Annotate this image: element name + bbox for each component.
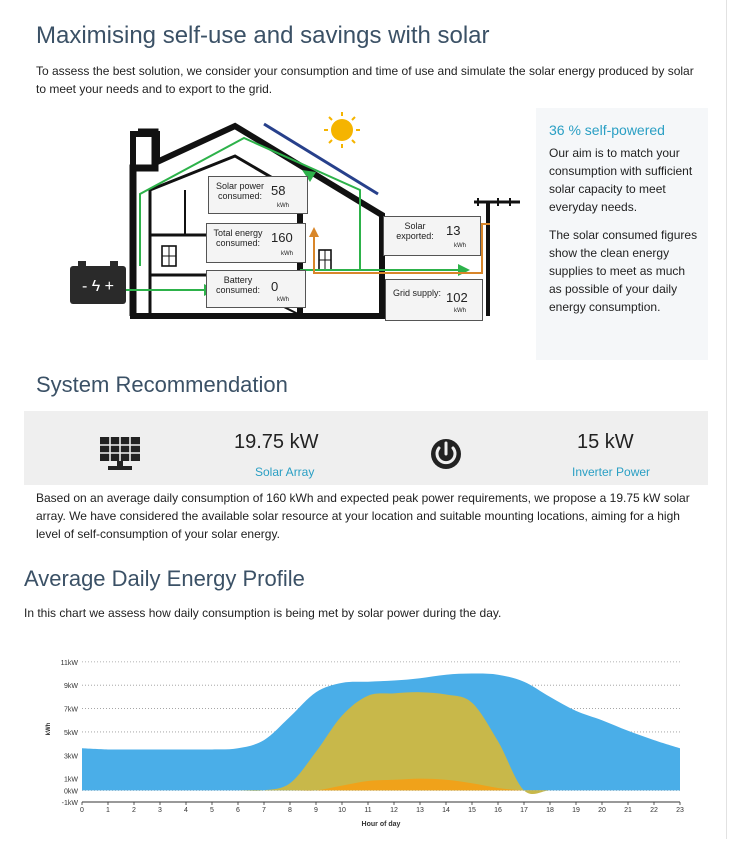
total-energy-label: Total energy consumed: <box>213 228 263 248</box>
y-tick-label: -1kW <box>61 800 78 807</box>
battery-label: Battery consumed: <box>215 275 261 295</box>
x-tick-label: 14 <box>442 807 450 814</box>
x-tick-label: 10 <box>338 807 346 814</box>
frame-divider <box>726 0 727 839</box>
solar-exported-label: Solar exported: <box>396 221 434 241</box>
solar-consumed-unit: kWh <box>277 203 289 209</box>
battery-value: 0 <box>271 279 279 294</box>
solar-consumed-value: 58 <box>271 183 286 198</box>
sun-icon <box>324 112 360 148</box>
solar-consumed-box <box>208 176 308 214</box>
x-tick-label: 0 <box>80 807 84 814</box>
power-icon <box>428 436 464 472</box>
grid-supply-box <box>385 279 483 321</box>
battery-box <box>206 270 306 308</box>
y-tick-label: 5kW <box>64 729 78 737</box>
y-tick-label: 11kW <box>60 659 78 667</box>
total-energy-box <box>206 223 306 263</box>
y-tick-label: 0kW <box>64 788 78 796</box>
x-tick-label: 21 <box>624 807 632 814</box>
profile-intro: In this chart we assess how daily consumption is being met by solar power during the day. <box>24 606 502 620</box>
x-tick-label: 4 <box>184 807 188 814</box>
x-axis-label: Hour of day <box>361 821 401 828</box>
x-tick-label: 20 <box>598 807 606 814</box>
battery-symbol: - ϟ + <box>81 278 115 295</box>
x-tick-label: 16 <box>494 807 502 814</box>
grid-supply-unit: kWh <box>454 308 466 314</box>
solar-exported-value: 13 <box>446 223 461 238</box>
solar-consumed-label: Solar power consumed: <box>215 181 265 201</box>
energy-profile-svg <box>24 648 700 839</box>
x-tick-label: 17 <box>520 807 528 814</box>
energy-profile-chart <box>24 648 700 839</box>
x-tick-label: 6 <box>236 807 240 814</box>
x-tick-label: 9 <box>314 807 318 814</box>
energy-flow-diagram <box>60 110 530 330</box>
y-tick-label: 3kW <box>64 753 78 761</box>
total-energy-value: 160 <box>271 230 293 245</box>
y-tick-label: 1kW <box>64 776 78 784</box>
x-tick-label: 1 <box>106 807 110 814</box>
x-tick-label: 12 <box>390 807 398 814</box>
recommendation-title: System Recommendation <box>36 372 288 397</box>
grid-supply-value: 102 <box>446 290 468 305</box>
x-tick-label: 19 <box>572 807 580 814</box>
self-powered-panel <box>536 108 708 360</box>
x-tick-label: 11 <box>364 807 372 814</box>
x-tick-label: 13 <box>416 807 424 814</box>
battery-unit: kWh <box>277 297 289 303</box>
inverter-value: 15 kW <box>577 431 634 453</box>
x-tick-label: 5 <box>210 807 214 814</box>
x-tick-label: 18 <box>546 807 554 814</box>
profile-title: Average Daily Energy Profile <box>24 566 305 591</box>
x-tick-label: 3 <box>158 807 162 814</box>
y-tick-label: 7kW <box>64 706 78 714</box>
y-tick-label: 9kW <box>64 683 78 691</box>
x-tick-label: 15 <box>468 807 476 814</box>
intro-text: To assess the best solution, we consider your consumption and time of use and simulate the solar energy produced by solar to meet your needs and to export to the grid. <box>36 64 694 96</box>
solar-exported-unit: kWh <box>454 243 466 249</box>
y-axis-label: kWh <box>46 722 52 736</box>
inverter-label: Inverter Power <box>572 465 651 479</box>
aim-text: Our aim is to match your consumption with sufficient solar capacity to meet everyday needs. <box>549 146 693 214</box>
x-tick-label: 8 <box>288 807 292 814</box>
solar-array-value: 19.75 kW <box>234 431 319 453</box>
x-tick-label: 23 <box>676 807 684 814</box>
solar-exported-box <box>383 216 481 256</box>
recommendation-bar <box>24 411 708 485</box>
x-tick-label: 7 <box>262 807 266 814</box>
x-tick-label: 2 <box>132 807 136 814</box>
grid-supply-label: Grid supply: <box>392 288 442 298</box>
total-energy-unit: kWh <box>281 251 293 257</box>
page-title: Maximising self-use and savings with solar <box>36 22 490 49</box>
x-tick-label: 22 <box>650 807 658 814</box>
solar-panel-icon <box>98 435 144 475</box>
solar-array-label: Solar Array <box>255 465 315 479</box>
battery-icon <box>70 261 126 304</box>
self-powered-percent: 36 % self-powered <box>549 122 665 138</box>
solar-consumed-explainer: The solar consumed figures show the clean energy supplies to meet as much as possible of your daily energy consumption. <box>549 228 698 314</box>
recommendation-description: Based on an average daily consumption of 160 kWh and expected peak power requirements, we propose a 19.75 kW solar array. We have considered the available solar resource at your location and suitable mounting locations, aiming for a high level of self-consumption of your solar energy. <box>36 491 690 541</box>
